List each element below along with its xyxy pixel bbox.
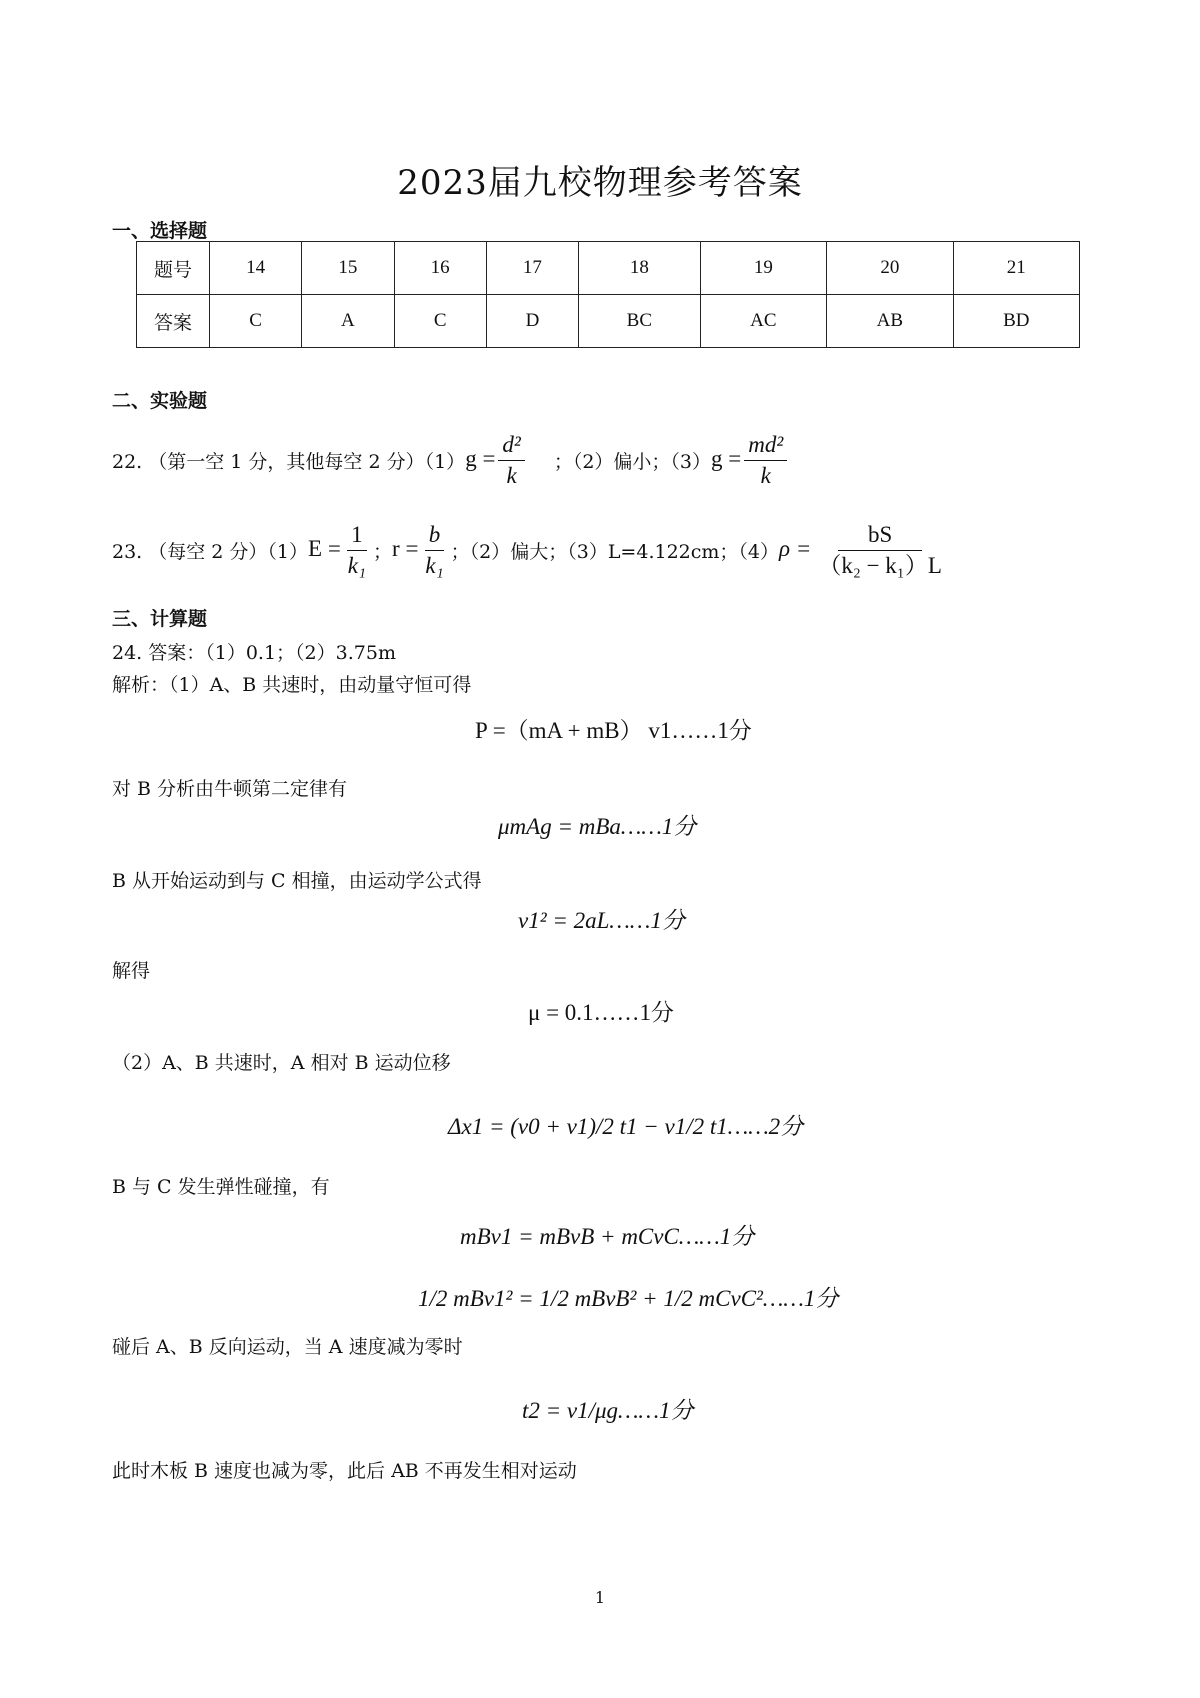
q22-prefix: 22. （第一空 1 分，其他每空 2 分）（1） [112,451,466,474]
q23-line [112,522,949,580]
equation-elastic-momentum: mBv1 = mBvB + mCvC……1分 [460,1224,755,1249]
q23-formula-rho [779,522,949,580]
section-heading-choice: 一、选择题 [112,220,208,242]
q24-analysis: 解析：（1）A、B 共速时，由动量守恒可得 [112,674,472,696]
table-row-numbers [137,242,1080,295]
table-cell: 16 [394,242,486,295]
table-cell: 15 [302,242,394,295]
table-cell: D [486,295,578,348]
formula-lhs: g = [711,446,742,472]
fraction-denominator: k₁ [347,553,367,579]
formula-lhs: r = [392,536,419,562]
table-header-cell: 答案 [137,295,210,348]
table-cell: 19 [700,242,826,295]
q24-text-7: 此时木板 B 速度也减为零，此后 AB 不再发生相对运动 [112,1460,577,1482]
section-heading-experiment: 二、实验题 [112,390,208,412]
table-cell: C [210,295,302,348]
table-cell: 20 [827,242,953,295]
fraction-numerator: md² [744,432,787,461]
table-cell: BD [953,295,1079,348]
q24-text-2: B 从开始运动到与 C 相撞，由运动学公式得 [112,870,482,892]
table-cell: AB [827,295,953,348]
equation-momentum-conservation: P =（mA + mB） v1……1分 [475,718,752,743]
table-cell: BC [579,295,701,348]
table-header-cell: 题号 [137,242,210,295]
q22-formula-1 [465,432,528,490]
equation-mu: μ = 0.1……1分 [528,1000,675,1025]
q23-separator: ； [373,541,393,564]
equation-displacement: Δx1 = (v0 + v1)/2 t1 − v1/2 t1……2分 [448,1114,804,1139]
q22-middle: ；（2）偏小；（3） [553,451,712,474]
fraction-denominator: （k₂ − k₁）L [818,553,942,579]
q24-answer: 24. 答案：（1）0.1；（2）3.75m [112,642,396,664]
formula-lhs: E = [308,536,341,562]
fraction-numerator: bS [838,522,922,551]
q22-line [112,432,790,490]
equation-newton: μmAg = mBa……1分 [498,814,697,839]
table-cell: A [302,295,394,348]
q23-prefix: 23. （每空 2 分）（1） [112,541,309,564]
fraction-numerator: d² [498,432,524,461]
q23-middle: ；（2）偏大；（3）L=4.122cm；（4） [450,541,779,564]
q22-formula-2 [711,432,790,490]
fraction-numerator: b [425,522,445,551]
page-number: 1 [594,1588,606,1607]
equation-kinematics: v1² = 2aL……1分 [518,908,685,933]
table-cell: 18 [579,242,701,295]
table-cell: C [394,295,486,348]
table-cell: 21 [953,242,1079,295]
q24-text-6: 碰后 A、B 反向运动，当 A 速度减为零时 [112,1336,463,1358]
q23-formula-e [308,522,373,580]
fraction-numerator: 1 [347,522,367,551]
fraction-denominator: k [760,463,771,489]
equation-time: t2 = v1/μg……1分 [522,1398,694,1423]
formula-lhs: ρ = [779,536,812,562]
equation-elastic-energy: 1/2 mBv1² = 1/2 mBvB² + 1/2 mCvC²……1分 [418,1286,839,1311]
section-heading-calculation: 三、计算题 [112,608,208,630]
table-cell: 17 [486,242,578,295]
answer-table [136,241,1080,348]
fraction-denominator: k [506,463,517,489]
q24-text-4: （2）A、B 共速时，A 相对 B 运动位移 [112,1052,451,1074]
q24-text-5: B 与 C 发生弹性碰撞，有 [112,1176,330,1198]
q23-formula-r [392,522,451,580]
formula-lhs: g = [465,446,496,472]
table-cell: 14 [210,242,302,295]
q24-text-1: 对 B 分析由牛顿第二定律有 [112,778,348,800]
fraction-denominator: k₁ [425,553,444,579]
table-cell: AC [700,295,826,348]
page-title: 2023届九校物理参考答案 [397,163,803,203]
q24-text-3: 解得 [112,960,151,982]
table-row-answers [137,295,1080,348]
